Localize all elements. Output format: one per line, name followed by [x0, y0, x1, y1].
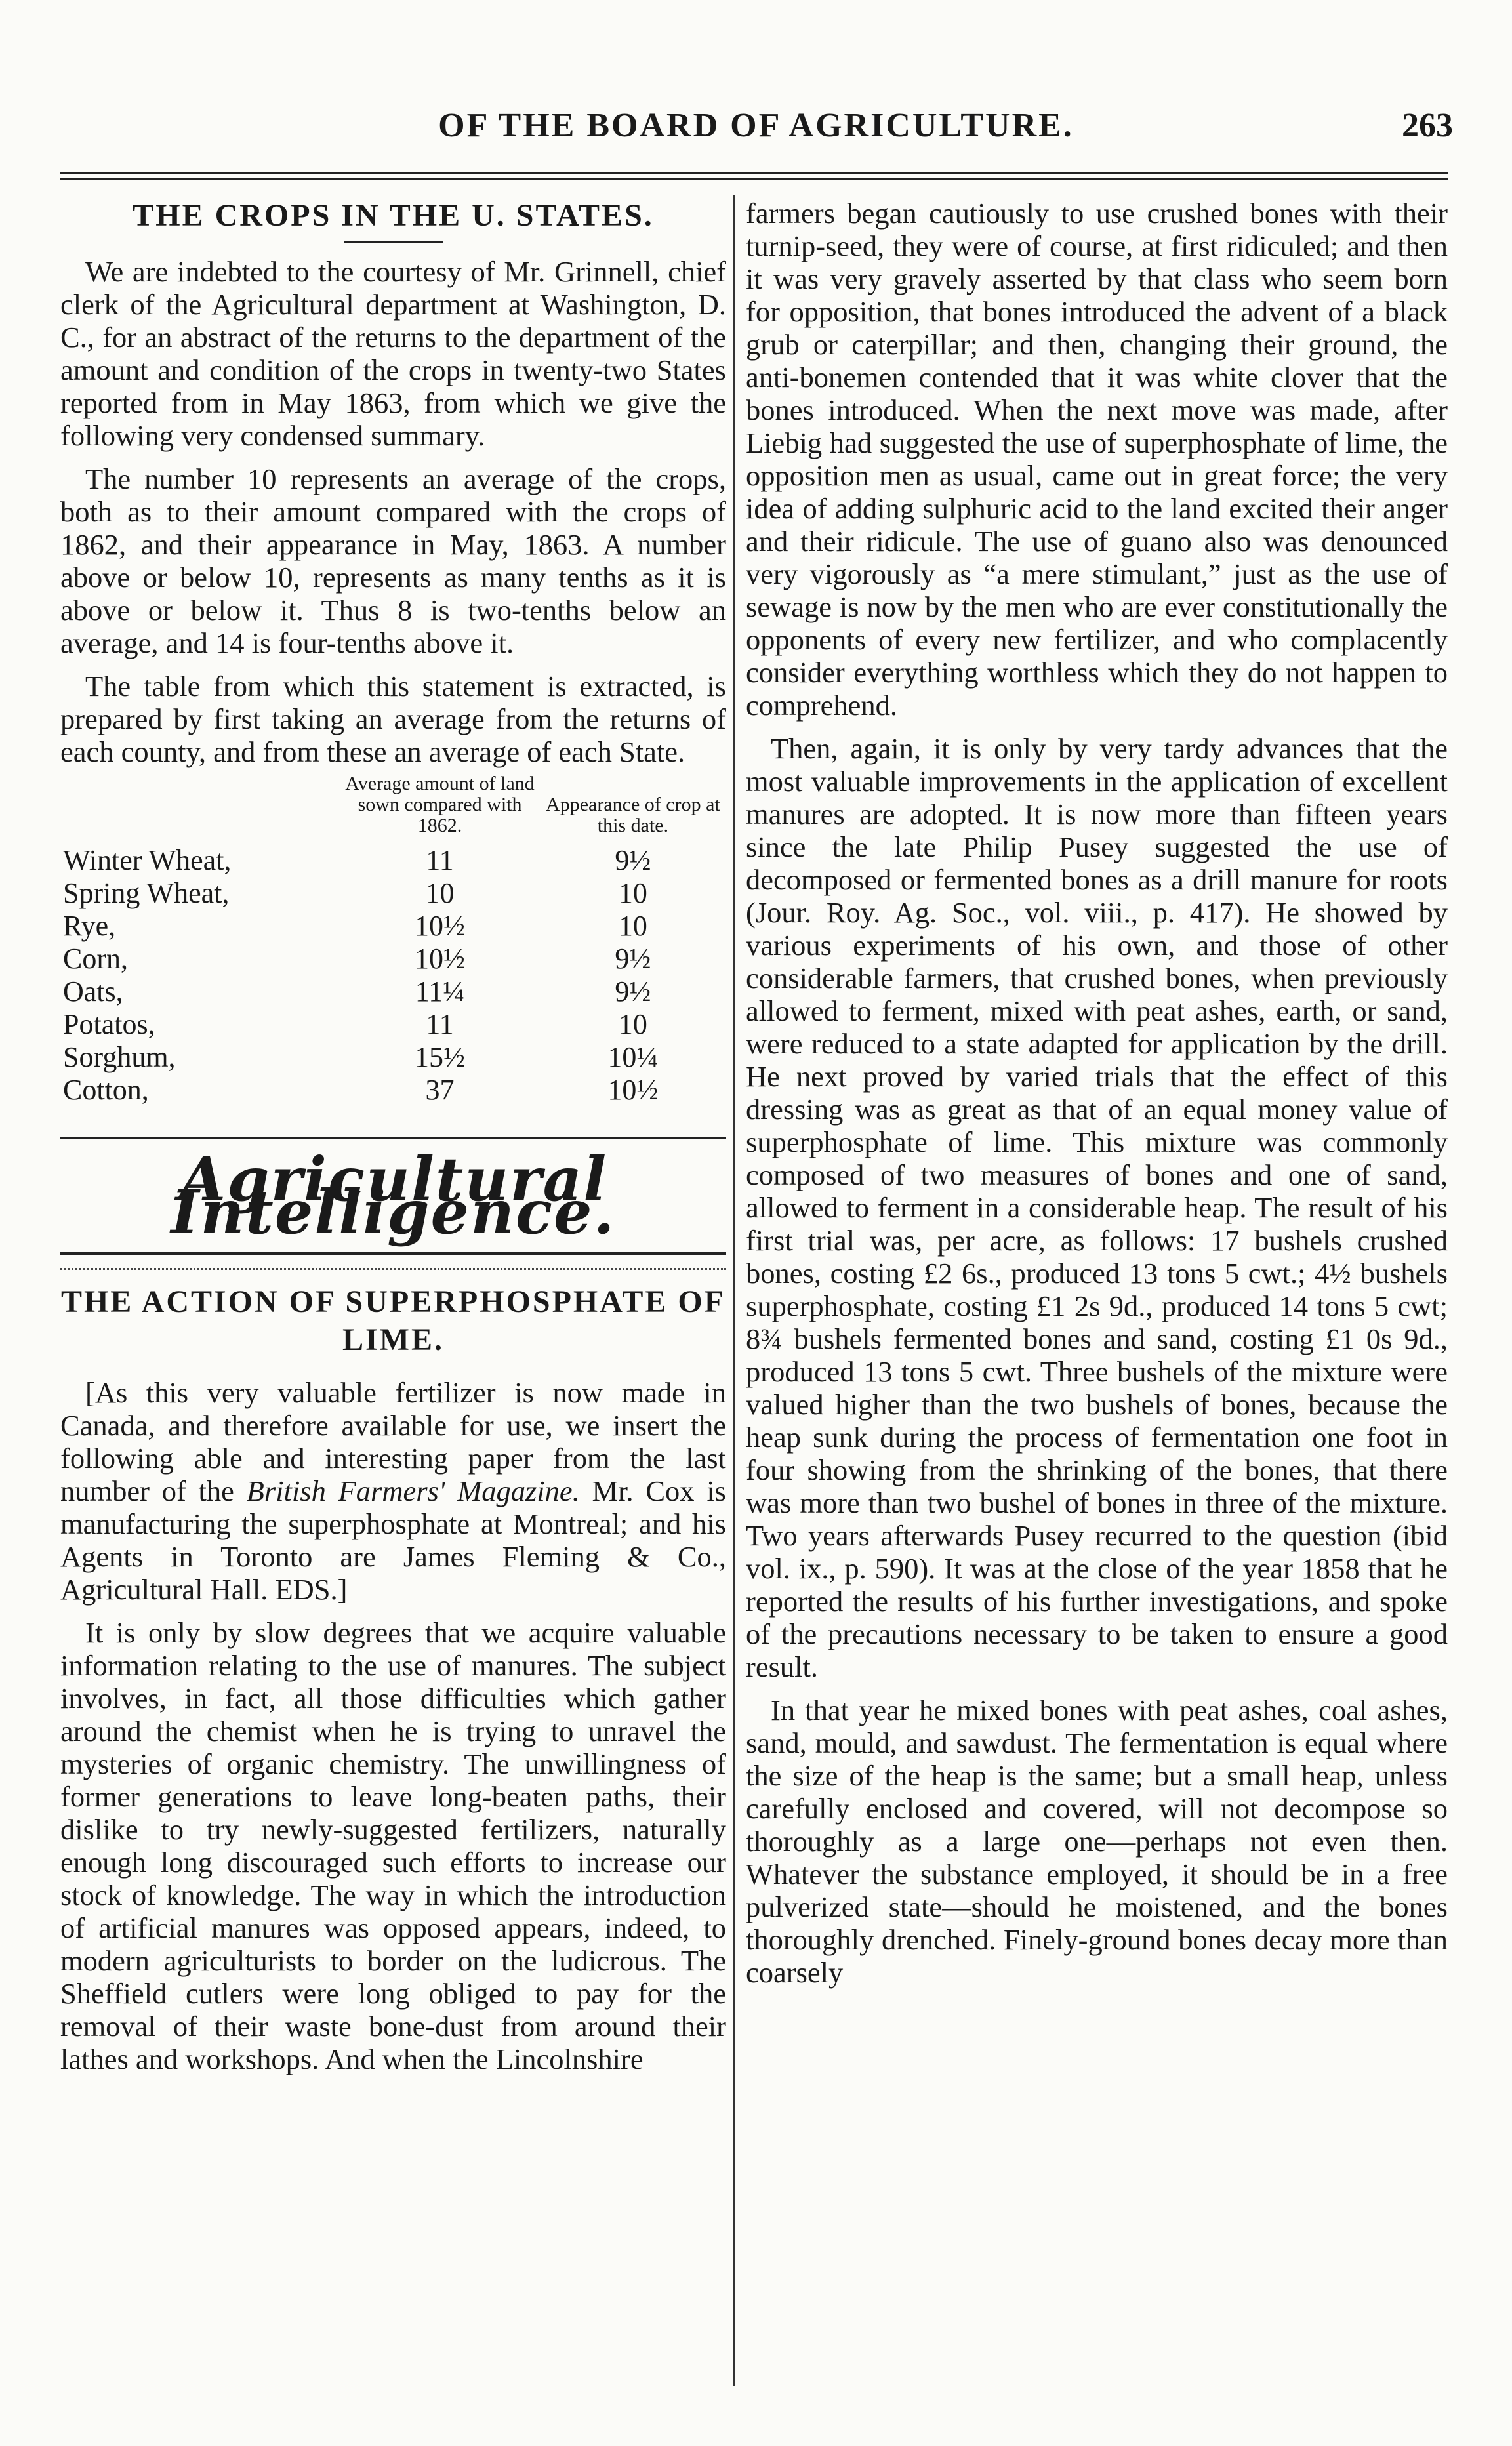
crop-amount: 10 — [425, 877, 455, 909]
crop-amount: 15½ — [415, 1041, 466, 1073]
crops-paragraph-3: The table from which this statement is extracted, is prepared by first taking an average from the returns of each county, and from these an average of each State. — [60, 670, 726, 768]
crop-name: Cotton, — [63, 1074, 149, 1106]
article-paragraph-4: In that year he mixed bones with peat ashes, coal ashes, sand, mould, and sawdust. The fermentation is equal where the size of the heap is the same; but a small heap, unless carefully enclosed and covered, will not decompose so thoroughly as a large one—perhaps not even then. Whatever the substance employed, it should be in a free pulverized state—should he moistened, and the bones thoroughly drenched. Finely-ground bones decay more than coarsely — [746, 1694, 1448, 1989]
right-column — [746, 197, 1448, 1989]
crop-name: Potatos, — [63, 1008, 155, 1040]
article-heading: THE ACTION OF SUPERPHOSPHATE OF LIME. — [60, 1284, 726, 1357]
table-row — [60, 1008, 726, 1041]
left-column — [60, 197, 726, 2075]
table-row — [60, 877, 726, 910]
section-banner: Agricultural Intelligence. — [60, 1137, 726, 1255]
crop-appearance: 9½ — [615, 943, 651, 975]
article-paragraph-1: It is only by slow degrees that we acquire valuable information relating to the use of manures. The subject involves, in fact, all those difficulties which gather around the chemist when he is trying to unravel the mysteries of organic chemistry. The unwillingness of former generations to leave long-beaten paths, their dislike to try newly-suggested fertilizers, naturally enough long discouraged such efforts to increase our stock of knowledge. The way in which the introduction of artificial manures was opposed appears, indeed, to modern agriculturists to border on the ludicrous. The Sheffield cutlers were long obliged to pay for the removal of their waste bone-dust from around their lathes and workshops. And when the Lincolnshire — [60, 1616, 726, 2075]
crop-appearance: 9½ — [615, 975, 651, 1008]
crop-amount: 11¼ — [415, 975, 465, 1008]
crop-name: Winter Wheat, — [63, 844, 232, 876]
crop-appearance: 9½ — [615, 844, 651, 876]
crop-name: Spring Wheat, — [63, 877, 230, 909]
table-row — [60, 1041, 726, 1074]
table-row — [60, 1074, 726, 1107]
crop-appearance: 10 — [618, 910, 647, 942]
crop-amount: 11 — [426, 844, 454, 876]
crops-paragraph-2: The number 10 represents an average of the crops, both as to their amount compared with the crops of 1862, and their appearance in May, 1863. A number above or below 10, represents as many tenths as it is above or below it. Thus 8 is two-tenths below an average, and 14 is four-tenths above it. — [60, 462, 726, 659]
running-head — [0, 98, 1512, 157]
crop-amount: 10½ — [415, 910, 466, 942]
article-intro — [60, 1376, 726, 1606]
crop-name: Oats, — [63, 975, 123, 1008]
crop-amount: 37 — [425, 1074, 455, 1106]
crop-appearance: 10 — [618, 877, 647, 909]
table-row — [60, 844, 726, 877]
banner-ornament — [60, 1260, 726, 1270]
magazine-title: British Farmers' Magazine. — [246, 1475, 580, 1507]
crop-name: Sorghum, — [63, 1041, 176, 1073]
crop-name: Rye, — [63, 910, 116, 942]
column-divider — [733, 195, 735, 2386]
running-title: OF THE BOARD OF AGRICULTURE. — [438, 107, 1074, 144]
crop-amount: 11 — [426, 1008, 454, 1040]
article-paragraph-2: farmers began cautiously to use crushed bones with their turnip-seed, they were of course, at first ridiculed; and then it was very gravely asserted by that class who seem born for opposition, that bones introduced the advent of a black grub or caterpillar; and then, changing their ground, the anti-bonemen contended that it was white clover that the bones introduced. When the next move was made, after Liebig had suggested the use of superphosphate of lime, the opposition men as usual, came out in great force; the very idea of adding sulphuric acid to the land excited their anger and their ridicule. The use of guano also was denounced very vigorously as “a mere stimulant,” just as the use of sewage is now by the men who are ever constitutionally the opponents of every new fertilizer, and who complacently consider everything worthless which they do not happen to comprehend. — [746, 197, 1448, 722]
crops-paragraph-1: We are indebted to the courtesy of Mr. Grinnell, chief clerk of the Agricultural department at Washington, D. C., for an abstract of the returns to the department of the amount and condition of the crops in twenty-two States reported from in May 1863, from which we give the following very condensed summary. — [60, 255, 726, 452]
table-row — [60, 910, 726, 943]
table-row — [60, 943, 726, 975]
intro-text-end: Mr. Cox is manufacturing the superphosphate at Montreal; and his Agents in Toronto are James Fleming & Co., Agricultural Hall. EDS.] — [60, 1475, 726, 1606]
crops-table — [60, 772, 726, 1107]
crop-amount: 10½ — [415, 943, 466, 975]
crops-heading: THE CROPS IN THE U. STATES. — [133, 198, 654, 233]
article-paragraph-3: Then, again, it is only by very tardy advances that the most valuable improvements in the application of excellent manures are adopted. It is now more than fifteen years since the late Philip Pusey suggested the use of decomposed or fermented bones as a drill manure for roots (Jour. Roy. Ag. Soc., vol. viii., p. 417). He showed by various experiments of his own, and those of other considerable farmers, that crushed bones, when previously allowed to ferment, mixed with peat ashes, earth, or sand, were reduced to a state adapted for application by the drill. He next proved by varied trials that the effect of this dressing was as great as that of an equal money value of superphosphate of lime. This mixture was commonly composed of two measures of bones and one of sand, allowed to ferment in a considerable heap. The result of his first trial was, per acre, as follows: 17 bushels crushed bones, costing £2 6s., produced 13 tons 5 cwt.; 4½ bushels superphosphate, costing £1 2s 9d., produced 14 tons 5 cwt; 8¾ bushels fermented bones and sand, costing £1 0s 9d., produced 13 tons 5 cwt. Three bushels of the mixture were valued higher than the two bushels of bones, because the heap sunk during the process of fermentation one foot in four showing from the shrinking of the bones, that there was more than two bushel of bones in three of the mixture. Two years afterwards Pusey recurred to the question (ibid vol. ix., p. 590). It was at the close of the year 1858 that he reported the results of his further investigations, and spoke of the precautions necessary to be taken to ensure a good result. — [746, 732, 1448, 1683]
crop-appearance: 10½ — [607, 1074, 659, 1106]
section-rule — [344, 241, 443, 243]
intro-text: [As this very valuable fertilizer is now made in Canada, and therefore available for use, we insert the following able and interesting paper from the last number of the — [60, 1376, 726, 1507]
crop-appearance: 10¼ — [607, 1041, 659, 1073]
table-row — [60, 975, 726, 1008]
col-header-appearance: Appearance of crop at this date. — [546, 794, 720, 836]
crop-name: Corn, — [63, 943, 128, 975]
table-header-row — [60, 772, 726, 844]
col-header-amount: Average amount of land sown compared with 1862. — [345, 773, 535, 836]
header-rule — [60, 172, 1448, 174]
header-rule-thin — [60, 178, 1448, 180]
crop-appearance: 10 — [618, 1008, 647, 1040]
page-number: 263 — [1402, 107, 1453, 144]
